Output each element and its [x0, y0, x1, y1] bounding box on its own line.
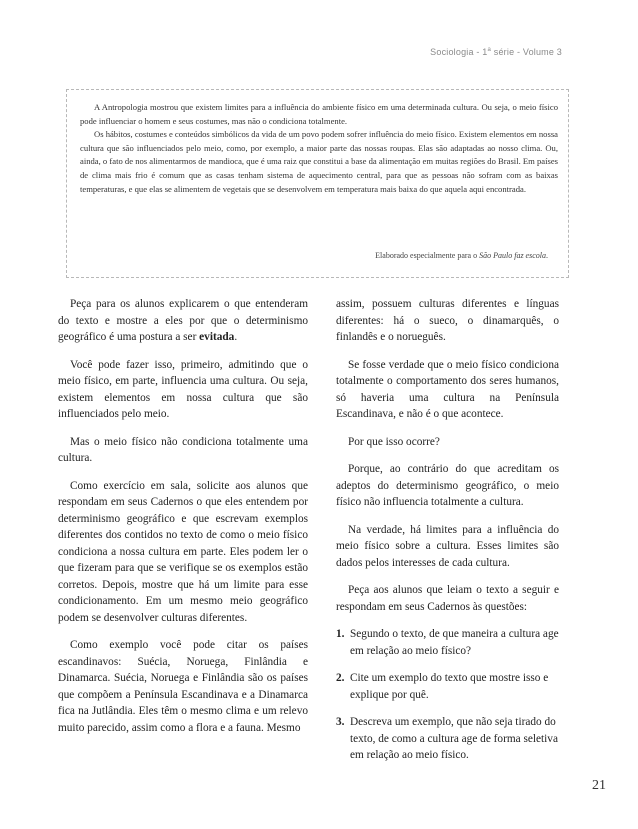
right-paragraph-3: Por que isso ocorre? [348, 435, 440, 448]
page-number: 21 [592, 778, 606, 793]
left-paragraph-2: Você pode fazer isso, primeiro, admitindo que o meio físico, em parte, influencia uma cultura. Ou seja, existem elementos em nossa cultura que são influenciados pelo meio. [58, 358, 308, 420]
question-3 [336, 714, 559, 764]
question-number: 2. [336, 672, 345, 684]
credit-prefix: Elaborado especialmente para o [375, 251, 480, 260]
left-paragraph-4: Como exercício em sala, solicite aos alunos que respondam em seus Cadernos o que eles entendem por determinismo geográfico e que escrevam exemplos diferentes dos contidos no texto de como o meio físico condiciona a nossa cultura em parte. Eles podem ler o que fizeram para que se verifique se os exemplos estão corretos. Depois, mostre que há um limite para esse condicionamento. Em um mesmo meio geográfico podem se desenvolver culturas diferentes. [58, 479, 308, 624]
left-paragraph-3: Mas o meio físico não condiciona totalmente uma cultura. [58, 435, 308, 464]
right-paragraph-6: Peça aos alunos que leiam o texto a seguir e respondam em seus Cadernos às questões: [336, 584, 559, 613]
left-p1-end: . [234, 331, 238, 343]
left-paragraph-5: Como exemplo você pode citar os países escandinavos: Suécia, Noruega, Finlândia e Dinamarca. Suécia, Noruega e Finlândia são os países que compõem a Península Escandinava e a Dinamarca fica na Jutlândia. Eles têm o mesmo clima e um relevo muito parecido, assim como a flora e a fauna. Mesmo [58, 639, 308, 734]
credit-suffix: . [546, 251, 548, 260]
question-1 [336, 626, 559, 659]
reading-text-box [66, 89, 569, 278]
right-paragraph-5: Na verdade, há limites para a influência do meio físico sobre a cultura. Esses limites são dados pelos interesses de cada cultura. [336, 523, 559, 569]
credit-italic: São Paulo faz escola [479, 251, 546, 260]
grade-superscript: a [487, 47, 492, 53]
right-paragraph-4: Porque, ao contrário do que acreditam os adeptos do determinismo geográfico, o meio físico não influencia totalmente a cultura. [336, 463, 559, 508]
left-p1-bold: evitada [199, 331, 235, 343]
question-2 [336, 670, 559, 703]
right-column [336, 296, 559, 775]
box-paragraph-1: A Antropologia mostrou que existem limites para a influência do ambiente físico em uma determinada cultura. Ou seja, o meio físico pode influenciar o homem e seus costumes, mas não o condiciona totalmente. [80, 102, 558, 126]
question-number: 3. [336, 716, 345, 728]
reading-text [80, 101, 558, 196]
question-text: Segundo o texto, de que maneira a cultura age em relação ao meio físico? [350, 628, 559, 657]
header-separator: - [473, 47, 483, 57]
box-paragraph-2: Os hábitos, costumes e conteúdos simbólicos da vida de um povo podem sofrer influência do meio físico. Existem elementos em nossa cultura que são influenciados pelo meio, como, por exemplo, a maior parte das nossas roupas. Elas são adaptadas ao nosso clima. Ou, ainda, o fato de nos alimentarmos de mandioca, que é uma raiz que constitui a base da alimentação em muitas regiões do Brasil. Em países de clima mais frio é comum que as casas tenham sistema de aquecimento central, para que as pessoas não sofram com as baixas temperaturas, e que elas se alimentem de vegetais que se desenvolvem em temperatura mais baixa do que aquela aqui encontrada. [80, 129, 558, 194]
right-paragraph-2: Se fosse verdade que o meio físico condiciona totalmente o comportamento dos seres humanos, só haveria uma cultura na Península Escandinava, e não é o que acontece. [336, 358, 559, 420]
left-column [58, 296, 308, 747]
grade-volume-label: série - Volume 3 [491, 47, 562, 57]
question-text: Descreva um exemplo, que não seja tirado do texto, de como a cultura age de forma seletiva em relação ao meio físico. [350, 716, 558, 761]
right-paragraph-1: assim, possuem culturas diferentes e línguas diferentes: há o sueco, o dinamarquês, o finlandês e o norueguês. [336, 298, 559, 343]
page-header [430, 47, 562, 57]
grade-number: 1 [482, 47, 488, 57]
question-number: 1. [336, 628, 345, 640]
box-credit [375, 251, 548, 260]
left-p1-text: Peça para os alunos explicarem o que entenderam do texto e mostre a eles por que o determinismo geográfico é uma postura a ser [58, 298, 308, 343]
question-text: Cite um exemplo do texto que mostre isso e explique por quê. [350, 672, 549, 701]
subject-label: Sociologia [430, 47, 474, 57]
left-paragraph-1 [58, 296, 308, 346]
